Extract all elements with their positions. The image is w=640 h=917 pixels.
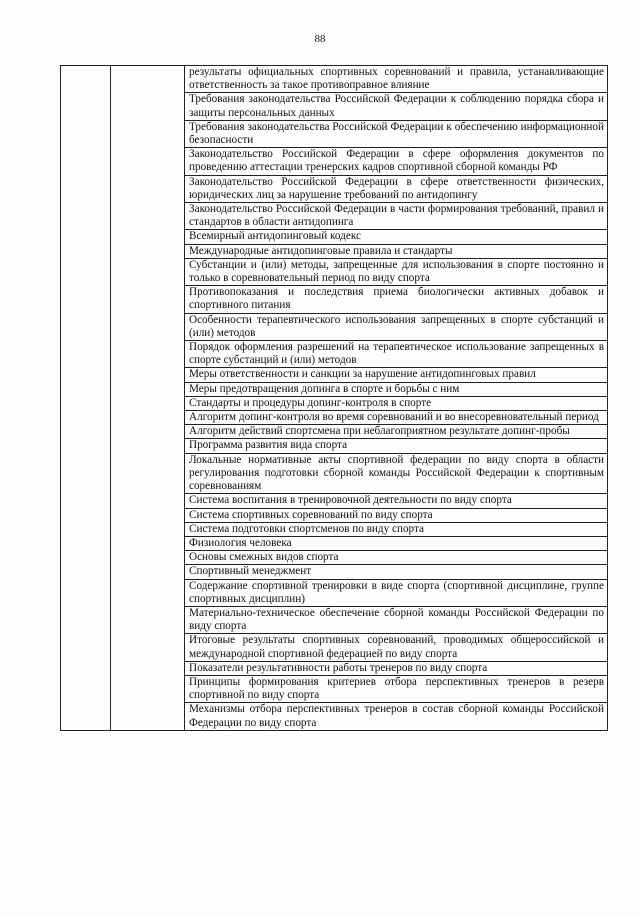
requirement-text: результаты официальных спортивных соревнований и правила, устанавливающие ответственность за такое противоправное влияние	[185, 66, 608, 93]
requirement-text: Система воспитания в тренировочной деятельности по виду спорта	[185, 494, 608, 508]
requirement-text: Меры ответственности и санкции за нарушение антидопинговых правил	[185, 368, 608, 382]
requirement-text: Система подготовки спортсменов по виду спорта	[185, 522, 608, 536]
requirement-text: Законодательство Российской Федерации в части формирования требований, правил и стандартов в области антидопинга	[185, 203, 608, 230]
requirement-text: Итоговые результаты спортивных соревнований, проводимых общероссийской и международной спортивной федерацией по виду спорта	[185, 634, 608, 661]
requirement-text: Противопоказания и последствия приема биологически активных добавок и спортивного питания	[185, 286, 608, 313]
requirements-table	[60, 65, 608, 731]
requirement-text: Показатели результативности работы тренеров по виду спорта	[185, 661, 608, 675]
requirement-text: Алгоритм действий спортсмена при неблагоприятном результате допинг-пробы	[185, 425, 608, 439]
requirement-text: Порядок оформления разрешений на терапевтическое использование запрещенных в спорте субстанций и (или) методов	[185, 341, 608, 368]
requirements-table-body	[61, 66, 608, 731]
requirement-text: Международные антидопинговые правила и стандарты	[185, 244, 608, 258]
page-number: 88	[314, 33, 326, 45]
requirement-text: Требования законодательства Российской Федерации к обеспечению информационной безопасности	[185, 120, 608, 147]
requirement-text: Механизмы отбора перспективных тренеров в состав сборной команды Российской Федерации по виду спорта	[185, 703, 608, 730]
requirement-text: Локальные нормативные акты спортивной федерации по виду спорта в области регулирования подготовки сборной команды Российской Федерации к спортивным соревнованиям	[185, 453, 608, 494]
requirement-text: Законодательство Российской Федерации в сфере оформления документов по проведению аттестации тренерских кадров спортивной сборной команды РФ	[185, 148, 608, 175]
requirement-text: Физиология человека	[185, 536, 608, 550]
requirement-text: Меры предотвращения допинга в спорте и борьбы с ним	[185, 382, 608, 396]
requirement-text: Субстанции и (или) методы, запрещенные для использования в спорте постоянно и только в соревновательный период по виду спорта	[185, 258, 608, 285]
table-row	[61, 66, 608, 93]
requirement-text: Программа развития вида спорта	[185, 439, 608, 453]
requirement-text: Спортивный менеджмент	[185, 565, 608, 579]
requirement-text: Содержание спортивной тренировки в виде спорта (спортивной дисциплине, группе спортивных дисциплин)	[185, 579, 608, 606]
requirement-text: Принципы формирования критериев отбора перспективных тренеров в резерв спортивной по виду спорта	[185, 675, 608, 702]
requirement-text: Требования законодательства Российской Федерации к соблюдению порядка сбора и защиты персональных данных	[185, 93, 608, 120]
requirement-text: Алгоритм допинг-контроля во время соревнований и во внесоревновательный период	[185, 411, 608, 425]
requirement-text: Основы смежных видов спорта	[185, 551, 608, 565]
empty-cell-left	[61, 66, 111, 731]
requirement-text: Материально-техническое обеспечение сборной команды Российской Федерации по виду спорта	[185, 606, 608, 633]
requirement-text: Особенности терапевтического использования запрещенных в спорте субстанций и (или) методов	[185, 313, 608, 340]
requirement-text: Всемирный антидопинговый кодекс	[185, 230, 608, 244]
requirement-text: Законодательство Российской Федерации в сфере ответственности физических, юридических лиц за нарушение требований по антидопингу	[185, 175, 608, 202]
requirement-text: Стандарты и процедуры допинг-контроля в спорте	[185, 396, 608, 410]
empty-cell-label	[111, 66, 185, 731]
requirement-text: Система спортивных соревнований по виду спорта	[185, 508, 608, 522]
